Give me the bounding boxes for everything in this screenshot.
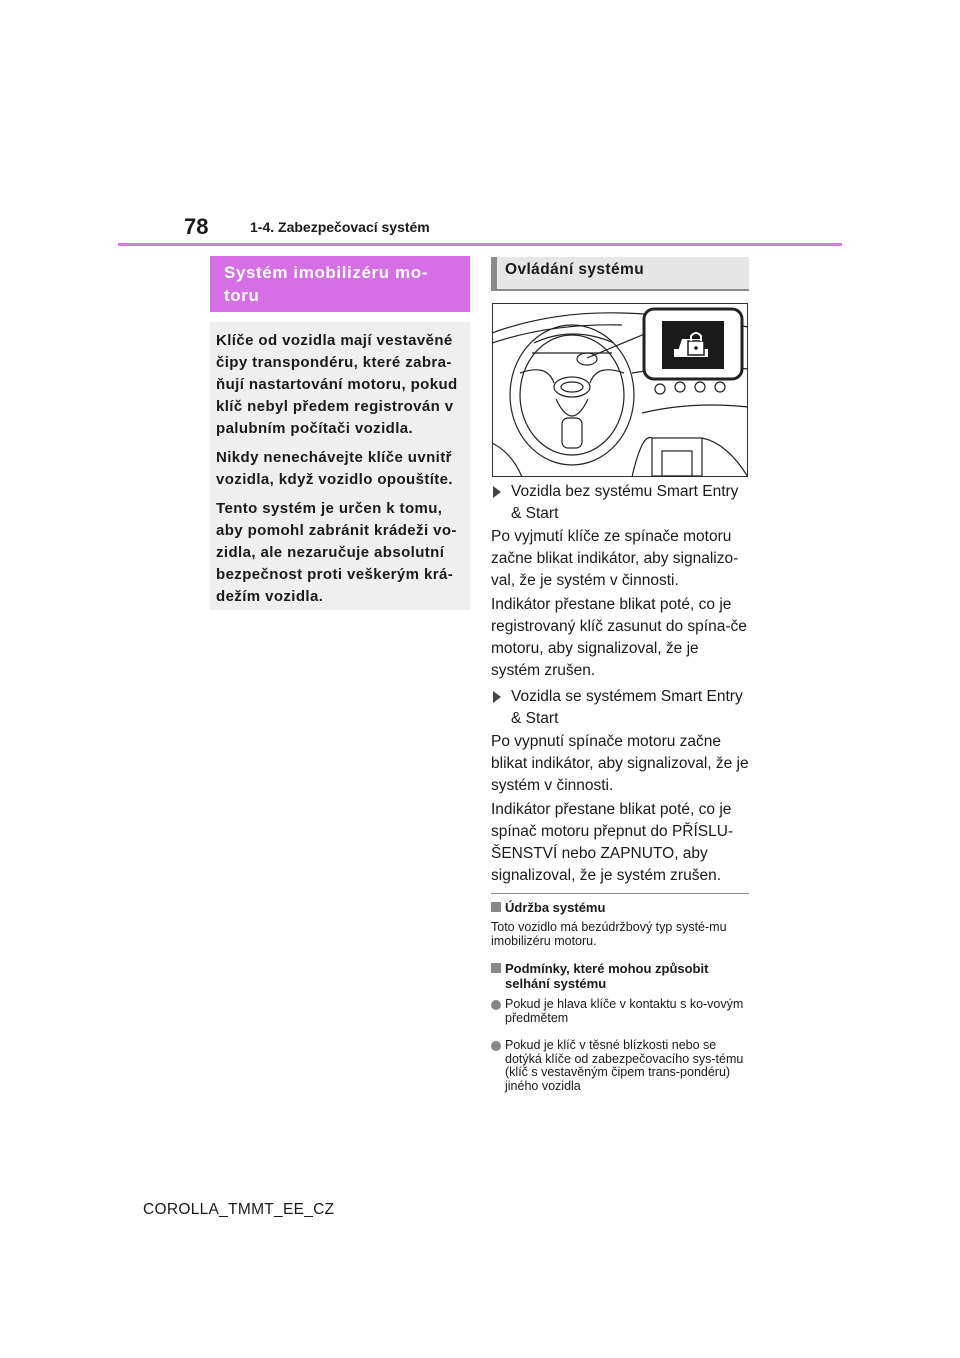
list-item-without-smart-entry [491, 481, 749, 525]
summary-paragraph: Klíče od vozidla mají vestavěné čipy transpondéru, které zabra-ňují nastartování motoru, pokud klíč nebyl předem registrován v palubním počítači vozidla. [216, 332, 458, 437]
note-text: Toto vozidlo má bezúdržbový typ systé-mu imobilizéru motoru. [491, 920, 727, 948]
section-heading-operation: Ovládání systému [491, 257, 749, 289]
note-bullet [491, 998, 751, 1025]
item-paragraph: Indikátor přestane blikat poté, co je registrovaný klíč zasunut do spína-če motoru, aby signalizoval, že je systém zrušen. [491, 596, 747, 679]
notes-divider [491, 893, 749, 894]
note-bullet-text: Pokud je hlava klíče v kontaktu s ko-vovým předmětem [505, 997, 744, 1025]
item-paragraph: Indikátor přestane blikat poté, co je spínač motoru přepnut do PŘÍSLU-ŠENSTVÍ nebo ZAPNUTO, aby signalizoval, že je systém zrušen. [491, 801, 734, 884]
item-label: Vozidla se systémem Smart Entry & Start [511, 688, 743, 727]
list-item-with-smart-entry [491, 686, 749, 730]
section-heading-immobilizer: Systém imobilizéru mo-toru [210, 256, 470, 312]
note-heading-text: Údržba systému [505, 900, 606, 915]
dashboard-drawing [492, 303, 748, 477]
note-heading-maintenance [491, 900, 755, 915]
heading-underline [491, 289, 749, 291]
note-bullet-text: Pokud je klíč v těsné blízkosti nebo se dotýká klíče od zabezpečovacího sys-tému (klíč s vestavěným čipem trans-pondéru) jiného vozidla [505, 1038, 744, 1093]
square-bullet-icon [491, 902, 501, 912]
right-arrow-bullet-icon [493, 486, 501, 498]
item-paragraph: Po vypnutí spínače motoru začne blikat indikátor, aby signalizoval, že je systém v činnosti. [491, 733, 749, 794]
dashboard-illustration [492, 303, 748, 477]
heading-accent-bar [491, 257, 497, 289]
right-arrow-bullet-icon [493, 691, 501, 703]
item-label: Vozidla bez systému Smart Entry & Start [511, 483, 739, 522]
page-number: 78 [184, 214, 209, 239]
summary-paragraph: Tento systém je určen k tomu, aby pomohl zabránit krádeži vo-zidla, ale nezaručuje absolutní bezpečnost proti veškerým krá-dežím vozidla. [216, 500, 457, 605]
summary-box [210, 322, 470, 610]
note-bullet [491, 1039, 751, 1093]
summary-paragraph: Nikdy nenechávejte klíče uvnitř vozidla, když vozidlo opouštíte. [216, 449, 453, 488]
note-heading-text: Podmínky, které mohou způsobit selhání systému [505, 961, 709, 991]
square-bullet-icon [491, 963, 501, 973]
circle-bullet-icon [491, 1000, 501, 1010]
note-heading-failure-conditions [491, 961, 755, 991]
item-paragraph: Po vyjmutí klíče ze spínače motoru začne blikat indikátor, aby signalizo-val, že je systém v činnosti. [491, 528, 739, 589]
circle-bullet-icon [491, 1041, 501, 1051]
chapter-title: 1-4. Zabezpečovací systém [250, 219, 430, 235]
header-rule [118, 243, 842, 246]
document-footer: COROLLA_TMMT_EE_CZ [143, 1201, 335, 1218]
